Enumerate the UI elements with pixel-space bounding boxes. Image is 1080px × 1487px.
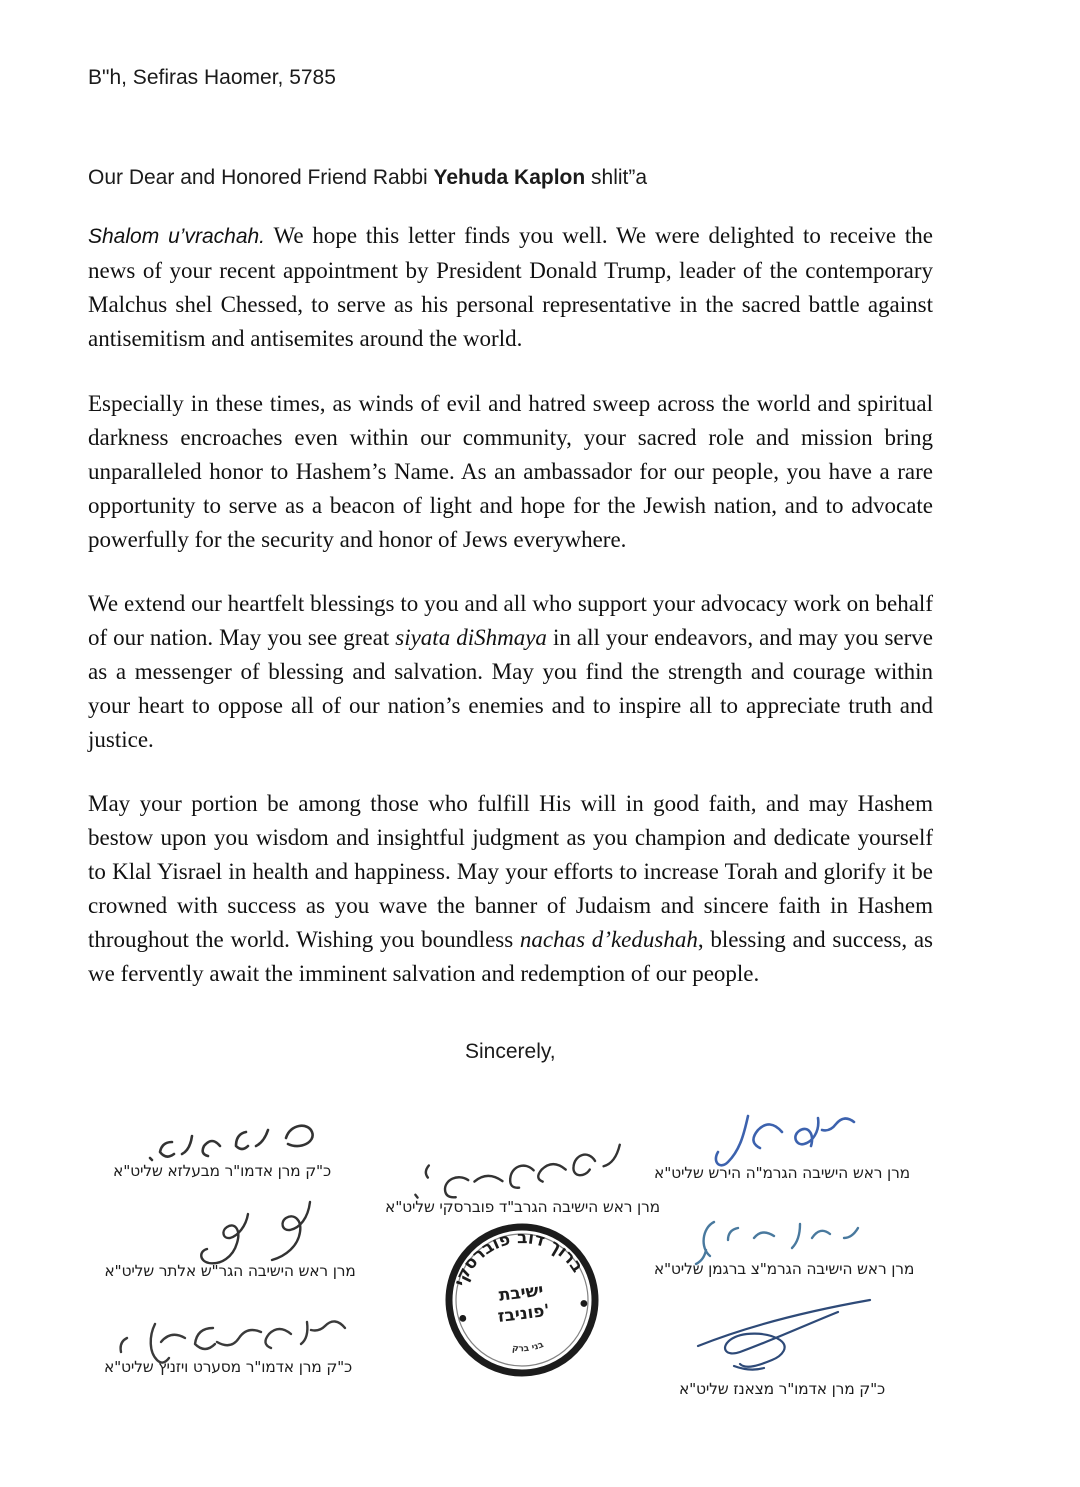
signature-sanz xyxy=(688,1290,878,1380)
closing-sincerely: Sincerely, xyxy=(465,1040,556,1063)
paragraph-opening xyxy=(88,219,933,356)
paragraph-opening-text: We hope this letter finds you well. We were delighted to receive the news of your recent appointment by President Donald Trump, leader of the contemporary Malchus shel Chessed, to serve as his personal representative in the sacred battle against antisemitism and antisemites around the world. xyxy=(88,223,933,351)
stamp-center-line1: ישיבת xyxy=(497,1280,545,1306)
paragraph-conclusion-italic: nachas d’kedushah xyxy=(519,927,698,952)
signature-alter xyxy=(178,1192,338,1272)
signature-caption-belz: כ"ק מרן אדמו"ר מבעלזא שליט"א xyxy=(113,1162,331,1180)
paragraph-blessings-italic: siyata diShmaya xyxy=(395,625,547,650)
paragraph-blessings xyxy=(88,587,933,757)
stamp-center-line2: פוניבז' xyxy=(496,1300,551,1327)
signature-caption-bergman: מרן ראש הישיבה הגרמ"צ ברגמן שליט"א xyxy=(653,1260,915,1278)
salutation xyxy=(88,166,647,190)
salutation-prefix: Our Dear and Honored Friend Rabbi xyxy=(88,166,434,189)
paragraph-blessings-text-1: We extend our heartfelt blessings to you and all who support your advocacy work on behalf of our nation. May you see great xyxy=(88,591,933,650)
signature-caption-alter: מרן ראש הישיבה הגר"ש אלתר שליט"א xyxy=(104,1262,356,1280)
dateline: B"h, Sefiras Haomer, 5785 xyxy=(88,66,336,89)
salutation-suffix: shlit”a xyxy=(585,166,648,189)
paragraph-opening-italic-lead: Shalom u’vrachah. xyxy=(88,225,266,248)
ponevezh-yeshiva-stamp xyxy=(440,1218,605,1383)
stamp-arc-text: ברוך דוב פוברסקי xyxy=(450,1228,588,1289)
paragraph-blessings-text-2: in all your endeavors, and may you serve as a messenger of blessing and salvation. May you find the strength and courage within your heart to oppose all of our nation’s enemies and to inspire all to appreciate truth and justice. xyxy=(88,625,934,752)
stamp-right-dot xyxy=(580,1300,588,1308)
signature-caption-seret-vizhnitz: כ"ק מרן אדמו"ר מסערט ויזניץ שליט"א xyxy=(103,1358,353,1376)
signature-caption-sanz: כ"ק מרן אדמו"ר מצאנז שליט"א xyxy=(678,1380,886,1398)
signature-caption-hirsch: מרן ראש הישיבה הגרמ"ה הירש שליט"א xyxy=(654,1164,910,1182)
paragraph-conclusion xyxy=(88,787,933,991)
stamp-bottom-arc-text: בני ברק xyxy=(511,1339,546,1355)
stamp-left-dot xyxy=(459,1315,467,1323)
paragraph-conclusion-text-2: , blessing and success, as we fervently await the imminent salvation and redemption of our people. xyxy=(88,927,933,986)
signature-caption-povarsky: מרן ראש הישיבה הגרב"ד פוברסקי שליט"א xyxy=(385,1198,660,1216)
recipient-name: Yehuda Kaplon xyxy=(433,166,586,189)
paragraph-mission: Especially in these times, as winds of evil and hatred sweep across the world and spiritual darkness encroaches even within our community, your sacred role and mission bring unparalleled honor to Hashem’s Name. As an ambassador for our people, you have a rare opportunity to serve as a beacon of light and hope for the Jewish nation, and to advocate powerfully for the security and honor of Jews everywhere. xyxy=(88,391,933,552)
paragraph-conclusion-text-1: May your portion be among those who fulfill His will in good faith, and may Hashem bestow upon you wisdom and insightful judgment as you champion and dedicate yourself to Klal Yisrael in health and happiness. May your efforts to increase Torah and glorify it be crowned with success as you wave the banner of Judaism and sincere faith in Hashem throughout the world. Wishing you boundless xyxy=(88,791,933,952)
